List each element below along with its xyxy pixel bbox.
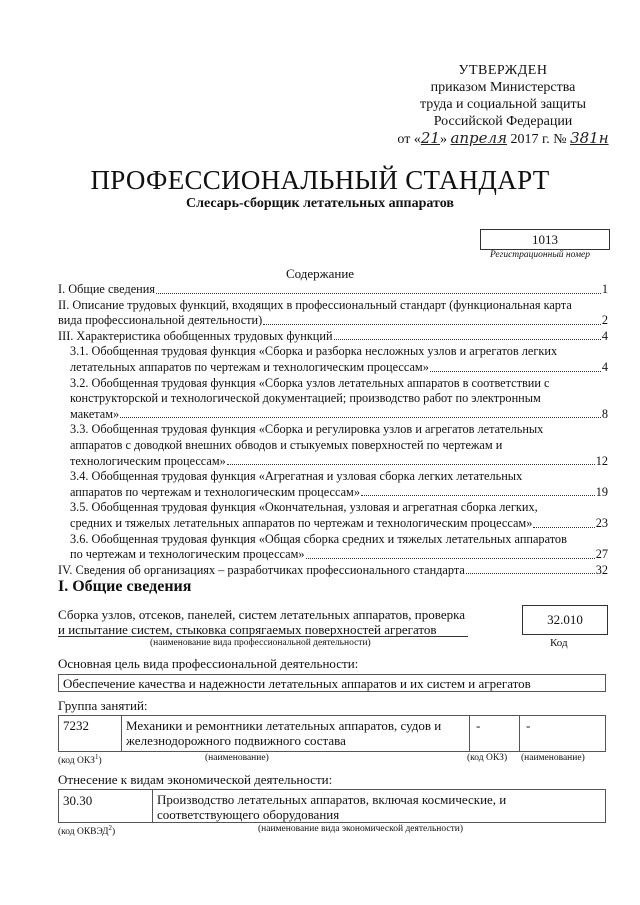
toc-item-text: летательных аппаратов по чертежам и технологическим процессам»	[70, 359, 429, 374]
econ-activity-table	[58, 789, 606, 823]
handwritten-day: 21	[420, 129, 440, 147]
toc-item-text: средних и тяжелых летательных аппаратов по чертежам и технологическим процессам»	[70, 515, 533, 530]
toc-page: 32	[595, 562, 608, 577]
toc-page: 23	[595, 515, 608, 530]
toc-item[interactable]	[58, 376, 608, 423]
toc-item[interactable]	[58, 469, 608, 500]
activity-code-box: 32.010	[522, 605, 608, 635]
name-caption: (наименование)	[205, 753, 269, 763]
toc-item-text: по чертежам и технологическим процессам»	[70, 547, 305, 562]
caption-text: (код ОКЗ	[58, 756, 95, 767]
group-label: Группа занятий:	[58, 698, 148, 713]
toc-item-text: вида профессиональной деятельности)	[58, 313, 263, 328]
occupation-name-2: -	[519, 716, 607, 751]
okz-code-2: -	[469, 716, 519, 751]
handwritten-order-number: 381н	[570, 129, 609, 147]
okved-caption	[58, 824, 115, 837]
toc-item[interactable]	[58, 344, 608, 375]
occupation-name-line: железнодорожного подвижного состава	[126, 733, 346, 748]
activity-kind-text	[58, 607, 468, 637]
leader-dots	[466, 573, 595, 574]
occupation-name-cell	[121, 716, 469, 751]
okz-caption-2: (код ОКЗ)	[467, 753, 508, 763]
occupation-group-table	[58, 715, 606, 752]
activity-kind-line: и испытание систем, стыковка сопрягаемых поверхностей агрегатов	[58, 622, 437, 637]
goal-box: Обеспечение качества и надежности летательных аппаратов и их систем и агрегатов	[58, 674, 606, 692]
approval-block	[378, 62, 628, 148]
okved-code: 30.30	[63, 793, 93, 808]
toc-item-text: 3.5. Обобщенная трудовая функция «Окончательная, узловая и агрегатная сборка легких,	[70, 500, 538, 515]
okz-caption	[58, 753, 102, 766]
leader-dots	[306, 558, 595, 559]
leader-dots	[263, 324, 601, 325]
leader-dots	[227, 464, 595, 465]
toc-item-text: IV. Сведения об организациях – разработчиках профессионального стандарта	[58, 562, 465, 577]
approval-line: приказом Министерства	[430, 80, 576, 95]
year-number-label: 2017 г. №	[510, 132, 567, 147]
registration-number-box: 1013	[480, 229, 610, 250]
toc-item-text: конструкторской и технологической документацией; производство работ по электронным	[70, 391, 541, 406]
toc-item[interactable]	[58, 500, 608, 531]
leader-dots	[430, 371, 601, 372]
toc-item-text: аппаратов с доводкой внешних обводов и стыкуемых поверхностей по чертежам и	[70, 437, 503, 452]
toc-page: 2	[601, 313, 608, 328]
toc-item-text: III. Характеристика обобщенных трудовых функций	[58, 328, 333, 343]
caption-text: )	[98, 756, 102, 767]
toc-item-text: 3.6. Обобщенная трудовая функция «Общая сборка средних и тяжелых летательных аппаратов	[70, 531, 567, 546]
handwritten-month: апреля	[450, 129, 508, 147]
activity-kind-line: Сборка узлов, отсеков, панелей, систем летательных аппаратов, проверка	[58, 607, 465, 622]
toc-item[interactable]	[58, 422, 608, 469]
goal-label: Основная цель вида профессиональной деятельности:	[58, 656, 359, 671]
caption-text: (код ОКВЭД	[58, 827, 109, 838]
underline	[58, 636, 468, 637]
date-prefix: от «	[397, 132, 421, 147]
toc-item[interactable]	[58, 563, 608, 579]
econ-activity-line: Производство летательных аппаратов, включая космические, и	[157, 792, 507, 807]
date-mid: »	[439, 132, 447, 147]
toc-page: 19	[595, 484, 608, 499]
toc-item-text: макетам»	[70, 406, 120, 421]
econ-activity-line: соответствующего оборудования	[157, 807, 340, 822]
leader-dots	[334, 339, 601, 340]
code-caption: Код	[550, 637, 568, 649]
toc-page: 8	[601, 406, 608, 421]
toc-page: 4	[601, 359, 608, 374]
approval-line: труда и социальной защиты	[420, 97, 586, 112]
footnote-marker: 2	[108, 824, 112, 832]
toc-item-text: 3.3. Обобщенная трудовая функция «Сборка и регулировка узлов и агрегатов летательных	[70, 422, 544, 437]
leader-dots	[533, 527, 594, 528]
econ-name-caption: (наименование вида экономической деятельности)	[258, 824, 463, 834]
toc-page: 12	[595, 453, 608, 468]
footnote-marker: 1	[94, 753, 99, 761]
document-subtitle: Слесарь-сборщик летательных аппаратов	[186, 196, 454, 211]
leader-dots	[361, 495, 595, 496]
toc-item-text: 3.4. Обобщенная трудовая функция «Агрегатная и узловая сборка легких летательных	[70, 469, 523, 484]
document-title: ПРОФЕССИОНАЛЬНЫЙ СТАНДАРТ	[90, 165, 550, 195]
approval-date	[378, 130, 628, 148]
section-heading: I. Общие сведения	[58, 578, 192, 595]
toc-page: 1	[601, 282, 608, 296]
table-of-contents	[58, 282, 608, 578]
registration-number-caption: Регистрационный номер	[489, 250, 591, 260]
leader-dots	[120, 417, 601, 418]
toc-item[interactable]	[58, 282, 608, 298]
toc-item-text: I. Общие сведения	[58, 282, 155, 296]
toc-page: 4	[601, 328, 608, 343]
contents-heading: Содержание	[285, 266, 355, 281]
econ-label: Отнесение к видам экономической деятельности:	[58, 772, 333, 787]
toc-item-text: II. Описание трудовых функций, входящих в профессиональный стандарт (функциональная карта	[58, 297, 572, 312]
name-caption-2: (наименование)	[521, 753, 585, 763]
activity-kind-caption: (наименование вида профессиональной деятельности)	[150, 638, 371, 648]
occupation-name-line: Механики и ремонтники летательных аппаратов, судов и	[126, 718, 442, 733]
caption-text: )	[111, 827, 116, 838]
toc-page: 27	[595, 547, 608, 562]
toc-item-text: аппаратов по чертежам и технологическим процессам»	[70, 484, 360, 499]
toc-item[interactable]	[58, 532, 608, 563]
leader-dots	[156, 293, 601, 294]
toc-item[interactable]	[58, 298, 608, 329]
toc-item-text: 3.2. Обобщенная трудовая функция «Сборка узлов летательных аппаратов в соответствии с	[70, 375, 550, 390]
approval-line: Российской Федерации	[433, 114, 573, 129]
toc-item[interactable]	[58, 329, 608, 345]
toc-item-text: 3.1. Обобщенная трудовая функция «Сборка и разборка несложных узлов и агрегатов легких	[70, 344, 558, 359]
econ-activity-name-cell	[152, 790, 607, 822]
okz-code: 7232	[63, 718, 89, 733]
approval-heading: УТВЕРЖДЕН	[458, 63, 548, 78]
toc-item-text: технологическим процессам»	[70, 453, 226, 468]
